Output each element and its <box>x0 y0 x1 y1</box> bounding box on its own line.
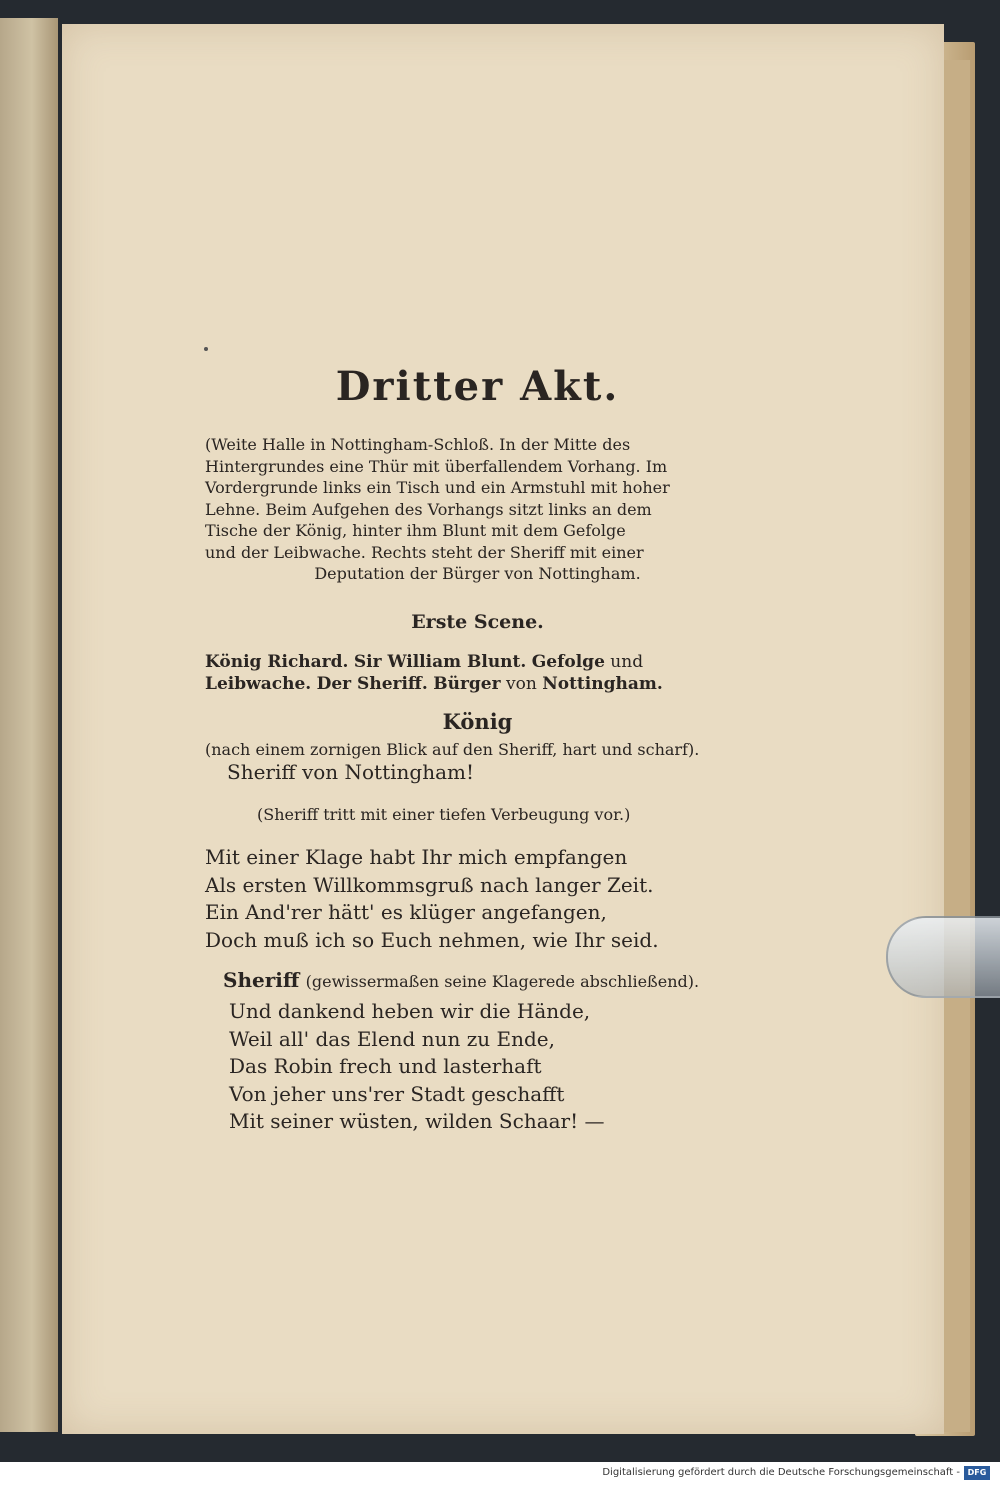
cast-und: und <box>610 651 644 672</box>
verse-line: Als ersten Willkommsgruß nach langer Zeit. <box>205 872 654 897</box>
dfg-logo-icon: DFG <box>964 1466 990 1480</box>
verse-line: Ein And'rer hätt' es klüger angefangen, <box>205 900 607 924</box>
koenig-line: Sheriff von Nottingham! <box>227 759 475 784</box>
verse-line: Doch muß ich so Euch nehmen, wie Ihr seid. <box>205 927 659 952</box>
left-facing-page-edge <box>0 18 58 1432</box>
page-content <box>205 360 750 1136</box>
footer-bar <box>0 1462 1000 1486</box>
sheriff-step-direction: (Sheriff tritt mit einer tiefen Verbeugung vor.) <box>257 805 631 824</box>
spacer <box>205 954 750 968</box>
act-title: Dritter Akt. <box>335 363 620 410</box>
stage-direction-line: Tische der König, hinter ihm Blunt mit dem Gefolge <box>205 521 626 540</box>
verse-line: Das Robin frech und lasterhaft <box>229 1054 542 1078</box>
stage-direction-line: Deputation der Bürger von Nottingham. <box>314 564 641 583</box>
scene-title: Erste Scene. <box>411 610 544 633</box>
stage-direction-line: Lehne. Beim Aufgehen des Vorhangs sitzt links an dem <box>205 499 652 519</box>
stage-direction-line: und der Leibwache. Rechts steht der Sheriff mit einer <box>205 542 644 562</box>
verse-line: Von jeher uns'rer Stadt geschafft <box>229 1081 565 1106</box>
cast-leibwache: Leibwache. <box>205 673 312 694</box>
page-stack-edge-inner <box>940 60 970 1432</box>
verse-line: Weil all' das Elend nun zu Ende, <box>229 1026 555 1051</box>
cast-line <box>205 673 750 695</box>
speaker-sheriff: Sheriff <box>223 968 300 992</box>
page-speck <box>204 347 208 351</box>
cast-gefolge: Gefolge <box>531 651 605 672</box>
cast-buerger: Bürger <box>433 673 501 694</box>
cast-sir-william-blunt: Sir William Blunt. <box>353 651 527 672</box>
cast-list <box>205 651 750 695</box>
verse-line: Mit einer Klage habt Ihr mich empfangen <box>205 845 628 869</box>
koenig-verse <box>205 844 750 954</box>
sheriff-verse <box>205 998 750 1136</box>
verse-line: Und dankend heben wir die Hände, <box>229 999 591 1023</box>
verse-line: Mit seiner wüsten, wilden Schaar! — <box>229 1109 605 1133</box>
cast-sheriff: Der Sheriff. <box>316 673 428 694</box>
footer-credit: Digitalisierung gefördert durch die Deutsche Forschungsgemeinschaft - <box>602 1467 960 1478</box>
sheriff-direction: (gewissermaßen seine Klagerede abschließend). <box>305 972 700 991</box>
cast-line <box>205 651 750 673</box>
sheriff-heading <box>205 968 750 992</box>
cast-von: von <box>505 673 537 694</box>
stage-direction-line: Vordergrunde links ein Tisch und ein Armstuhl mit hoher <box>205 478 670 497</box>
stage-direction-line: (Weite Halle in Nottingham-Schloß. In der Mitte des <box>205 435 631 454</box>
cast-nottingham: Nottingham. <box>542 673 663 694</box>
stage-direction-line: Hintergrundes eine Thür mit überfallendem Vorhang. Im <box>205 456 668 476</box>
koenig-direction: (nach einem zornigen Blick auf den Sheriff, hart und scharf). <box>205 739 700 759</box>
plastic-page-clip <box>886 916 1000 998</box>
stage-direction <box>205 434 750 585</box>
speaker-koenig: König <box>442 708 513 734</box>
cast-koenig-richard: König Richard. <box>205 651 349 672</box>
